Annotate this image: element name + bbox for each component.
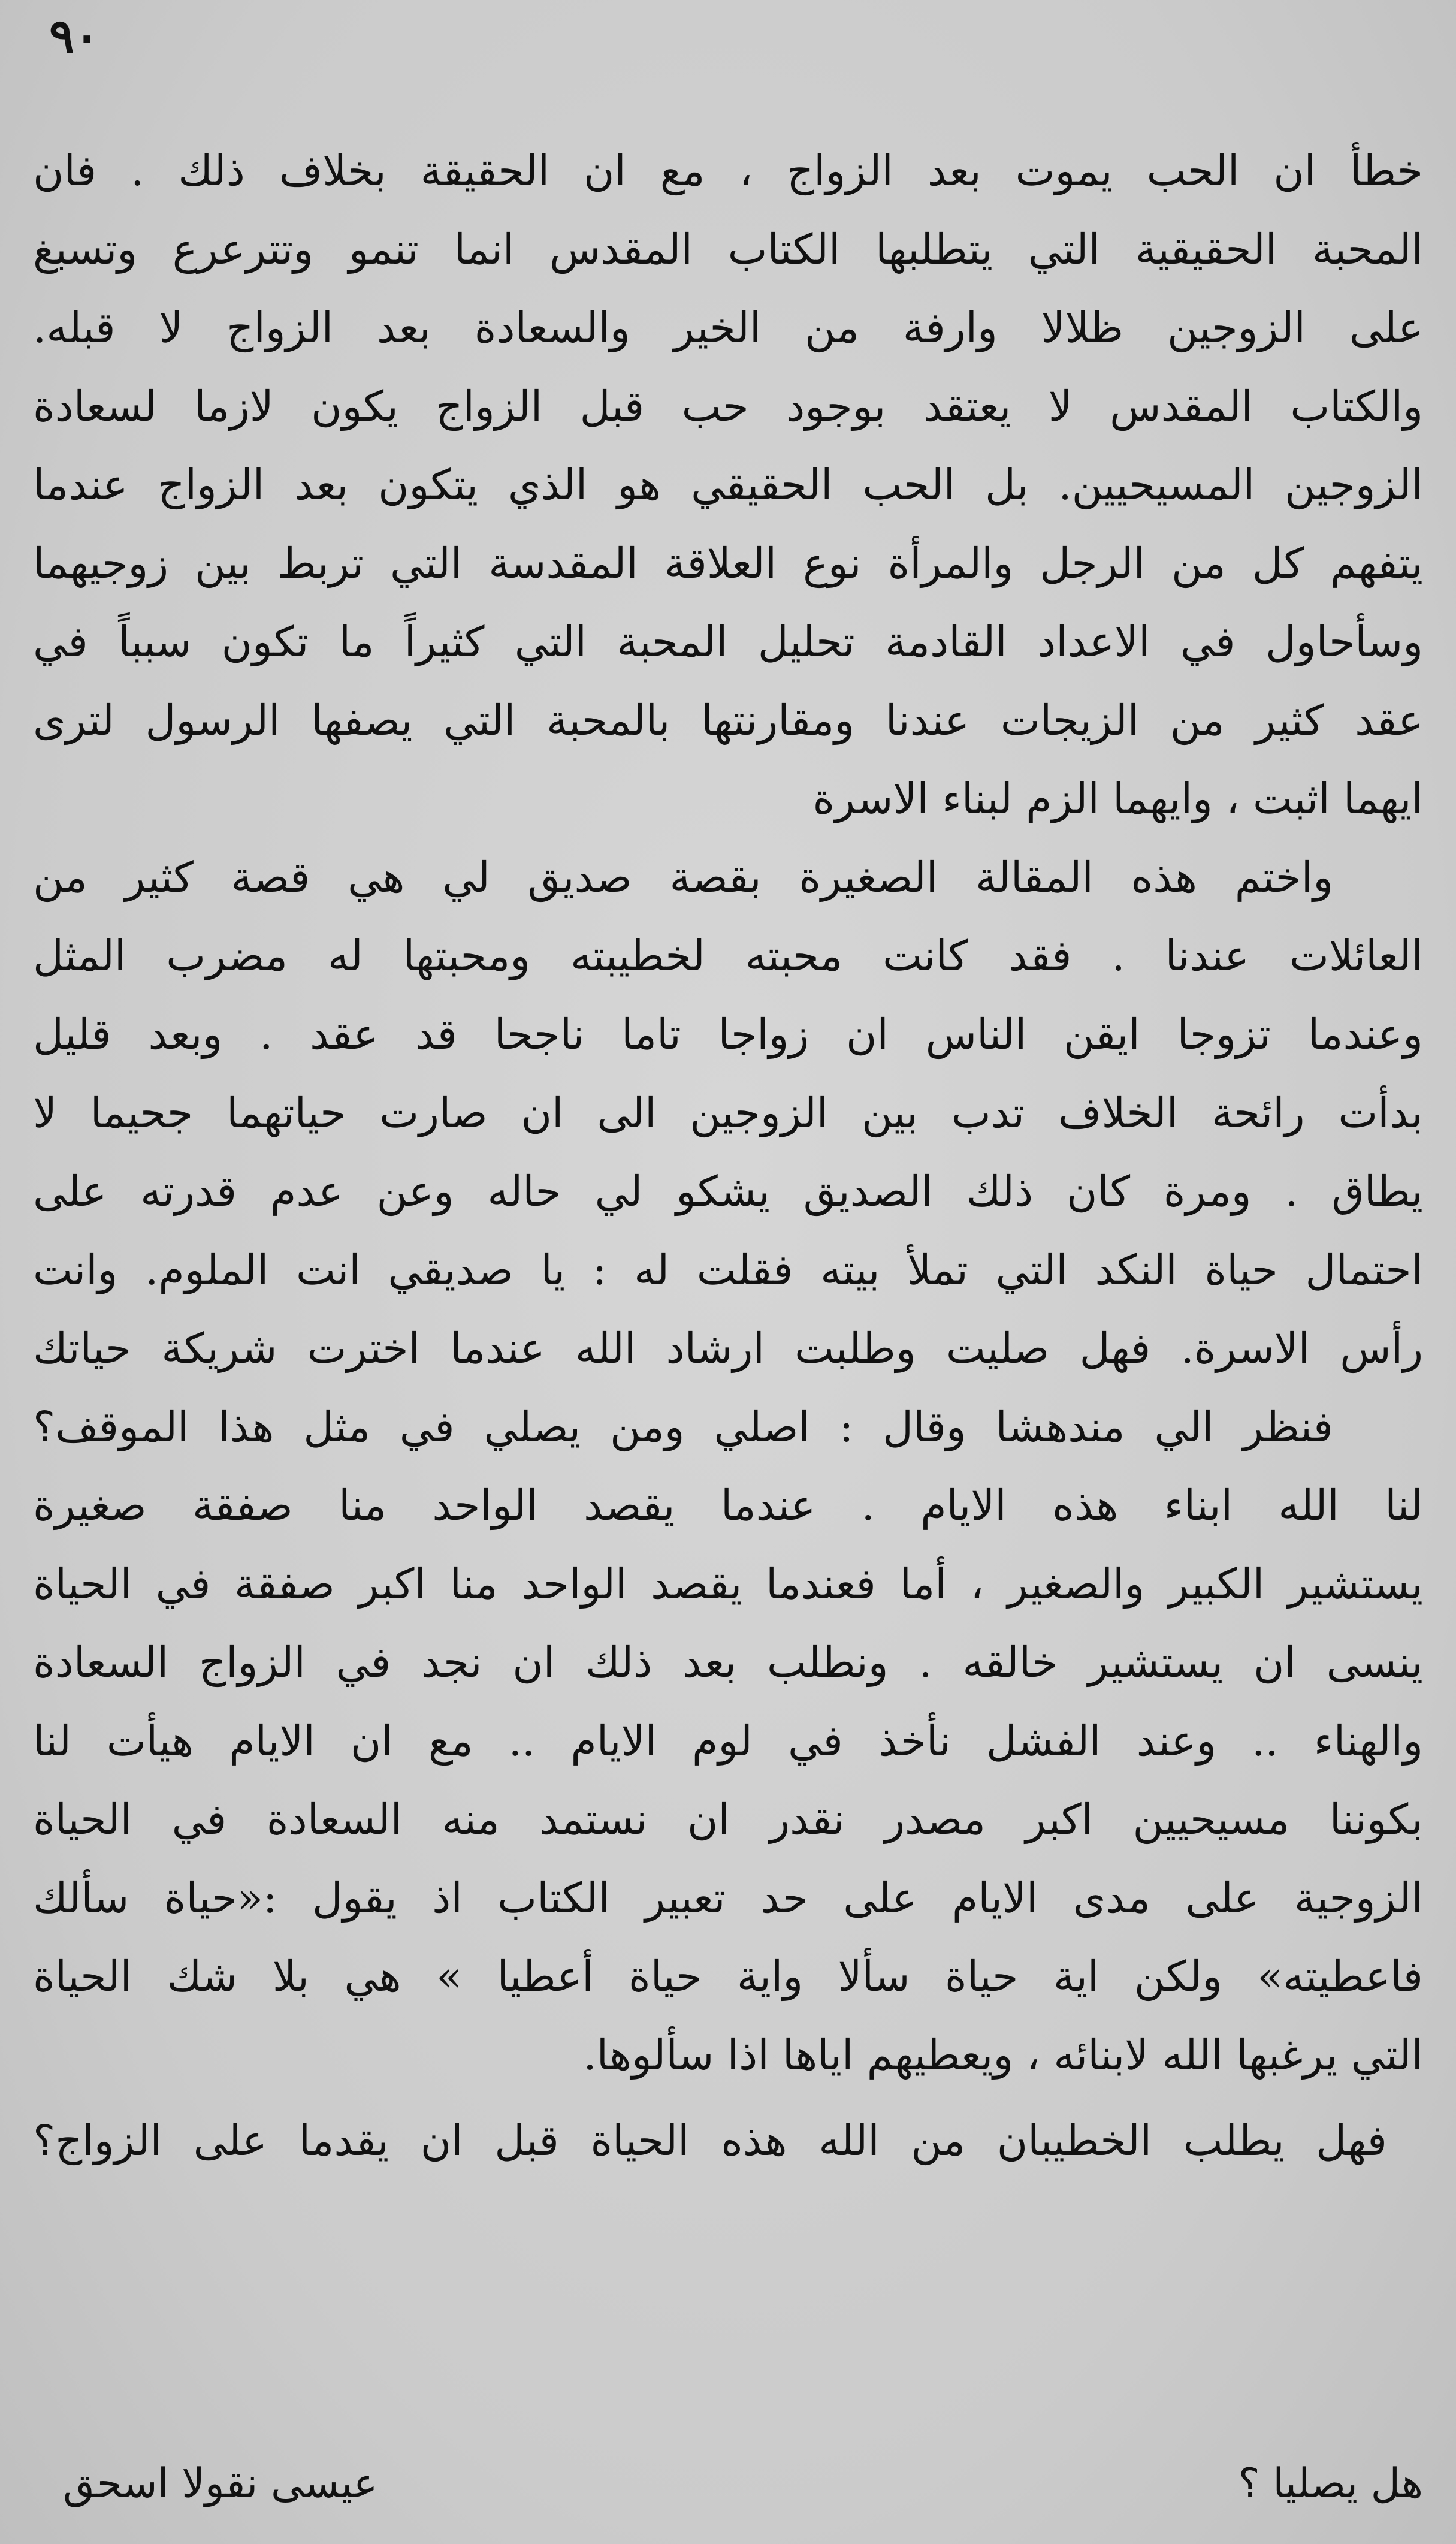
text-line-1: خطأ ان الحب يموت بعد الزواج ، مع ان الحقيقة بخلاف ذلك . فان [33, 146, 1423, 195]
text-line-24: فاعطيته» ولكن اية حياة سألا واية حياة أعطيا » هي بلا شك الحياة [33, 1952, 1423, 2001]
closing-row [33, 2448, 1423, 2520]
text-line-18: لنا الله ابناء هذه الايام . عندما يقصد الواحد منا صفقة صغيرة [33, 1481, 1423, 1530]
text-line-25: التي يرغبها الله لابنائه ، ويعطيهم اياها اذا سألوها. [583, 2030, 1423, 2080]
page-number: ٩٠ [49, 9, 99, 64]
text-line-8: عقد كثير من الزيجات عندنا ومقارنتها بالمحبة التي يصفها الرسول لترى [33, 696, 1423, 745]
text-line-4: والكتاب المقدس لا يعتقد بوجود حب قبل الزواج يكون لازما لسعادة [33, 382, 1423, 431]
text-line-15: احتمال حياة النكد التي تملأ بيته فقلت له : يا صديقي انت الملوم. وانت [33, 1245, 1423, 1294]
text-line-22: بكوننا مسيحيين اكبر مصدر نقدر ان نستمد منه السعادة في الحياة [33, 1795, 1423, 1844]
text-line-17: فنظر الي مندهشا وقال : اصلي ومن يصلي في مثل هذا الموقف؟ [33, 1402, 1333, 1451]
text-line-13: بدأت رائحة الخلاف تدب بين الزوجين الى ان صارت حياتهما جحيما لا [33, 1088, 1423, 1137]
text-line-26: فهل يطلب الخطيبان من الله هذه الحياة قبل ان يقدما على الزواج؟ [33, 2116, 1387, 2165]
text-line-11: العائلات عندنا . فقد كانت محبته لخطيبته ومحبتها له مضرب المثل [33, 931, 1423, 980]
text-line-23: الزوجية على مدى الايام على حد تعبير الكتاب اذ يقول :«حياة سألك [33, 1873, 1423, 1923]
text-line-10: واختم هذه المقالة الصغيرة بقصة صديق لي هي قصة كثير من [33, 853, 1333, 902]
text-line-9: ايهما اثبت ، وايهما الزم لبناء الاسرة [812, 774, 1423, 823]
text-line-16: رأس الاسرة. فهل صليت وطلبت ارشاد الله عندما اخترت شريكة حياتك [33, 1324, 1423, 1373]
text-line-14: يطاق . ومرة كان ذلك الصديق يشكو لي حاله وعن عدم قدرته على [33, 1167, 1423, 1216]
text-line-2: المحبة الحقيقية التي يتطلبها الكتاب المقدس انما تنمو وتترعرع وتسبغ [33, 225, 1423, 274]
text-line-3: على الزوجين ظلالا وارفة من الخير والسعادة بعد الزواج لا قبله. [33, 303, 1423, 352]
text-line-19: يستشير الكبير والصغير ، أما فعندما يقصد الواحد منا اكبر صفقة في الحياة [33, 1559, 1423, 1609]
article-body [33, 132, 1423, 2180]
text-line-12: وعندما تزوجا ايقن الناس ان زواجا تاما ناجحا قد عقد . وبعد قليل [33, 1010, 1423, 1059]
text-line-20: ينسى ان يستشير خالقه . ونطلب بعد ذلك ان نجد في الزواج السعادة [33, 1638, 1423, 1687]
text-line-6: يتفهم كل من الرجل والمرأة نوع العلاقة المقدسة التي تربط بين زوجيهما [33, 539, 1423, 588]
text-line-7: وسأحاول في الاعداد القادمة تحليل المحبة التي كثيراً ما تكون سبباً في [33, 617, 1423, 666]
text-line-5: الزوجين المسيحيين. بل الحب الحقيقي هو الذي يتكون بعد الزواج عندما [33, 460, 1423, 509]
closing-question: هل يصليا ؟ [1238, 2460, 1423, 2507]
text-line-21: والهناء .. وعند الفشل نأخذ في لوم الايام .. مع ان الايام هيأت لنا [33, 1716, 1423, 1766]
author-signature: عيسى نقولا اسحق [63, 2460, 378, 2507]
